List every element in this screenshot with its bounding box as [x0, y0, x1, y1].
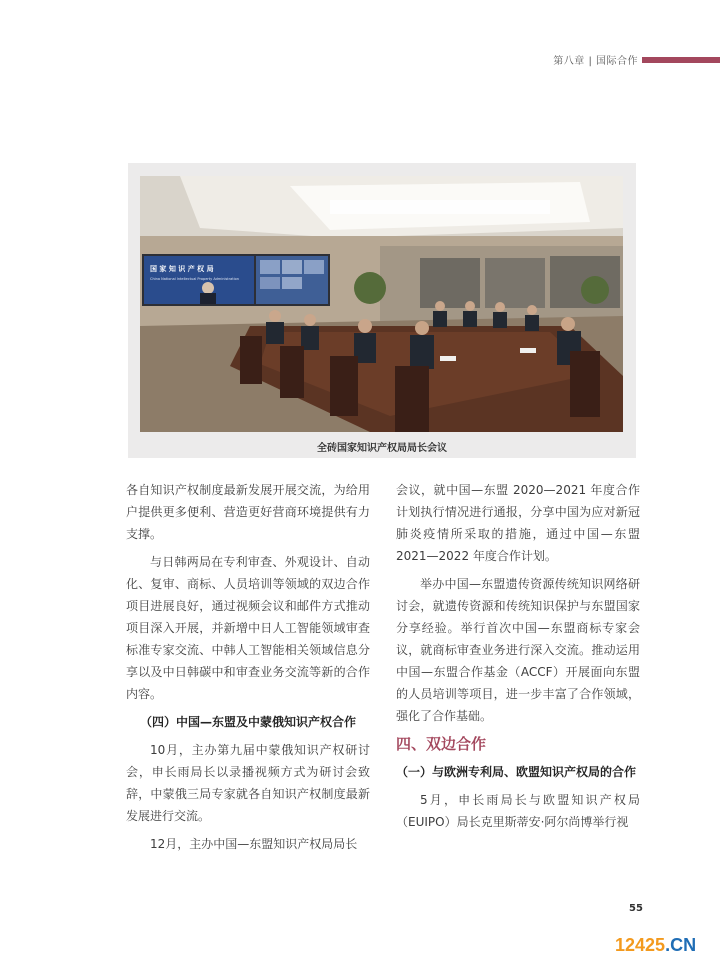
- figure: [128, 163, 636, 458]
- paragraph: 与日韩两局在专利审查、外观设计、自动化、复审、商标、人员培训等领域的双边合作项目进展良好，通过视频会议和邮件方式推动项目深入开展，并新增中日人工智能领域审查标准专家交流、中韩人工智能相关领域信息分享以及中日韩碳中和审查业务交流等新的合作内容。: [126, 555, 370, 701]
- paragraph: 举办中国—东盟遗传资源传统知识网络研讨会，就遗传资源和传统知识保护与东盟国家分享经验。举行首次中国—东盟商标专家会议，就商标审查业务进行深入交流。推动运用中国—东盟合作基金（ACCF）开展面向东盟的人员培训等项目，进一步丰富了合作领域，强化了合作基础。: [396, 577, 640, 723]
- paragraph: 12月，主办中国—东盟知识产权局局长: [150, 837, 358, 851]
- paragraph: 10月，主办第九届中蒙俄知识产权研讨会，申长雨局长以录播视频方式为研讨会致辞，中蒙俄三局专家就各自知识产权制度最新发展进行交流。: [126, 743, 370, 823]
- running-header: [553, 52, 720, 67]
- paragraph: 5月，申长雨局长与欧盟知识产权局（EUIPO）局长克里斯蒂安·阿尔尚博举行视: [396, 793, 640, 829]
- left-column: [126, 479, 370, 861]
- section-subheading: （一）与欧洲专利局、欧盟知识产权局的合作: [396, 765, 637, 779]
- paragraph: 会议，就中国—东盟 2020—2021 年度合作计划执行情况进行通报，分享中国为应对新冠肺炎疫情所采取的措施，通过中国—东盟 2021—2022 年度合作计划。: [396, 483, 640, 563]
- figure-caption: 全砖国家知识产权局局长会议: [317, 443, 447, 454]
- conference-photo: [140, 176, 623, 432]
- screen-subtitle: China National Intellectual Property Administration: [150, 277, 239, 281]
- header-accent-bar: [642, 57, 720, 63]
- chapter-title: 第八章 | 国际合作: [553, 56, 638, 67]
- screen-title: 国 家 知 识 产 权 局: [150, 265, 214, 273]
- watermark-number: 12425: [615, 935, 666, 955]
- site-watermark: [615, 935, 696, 956]
- watermark-domain: .CN: [665, 935, 697, 955]
- page-number: 55: [629, 903, 643, 914]
- paragraph: 各自知识产权制度最新发展开展交流，为给用户提供更多便利、营造更好营商环境提供有力支撑。: [126, 483, 370, 541]
- section-heading: 四、双边合作: [396, 735, 487, 753]
- section-subheading: （四）中国—东盟及中蒙俄知识产权合作: [139, 715, 356, 729]
- right-column: [396, 479, 640, 839]
